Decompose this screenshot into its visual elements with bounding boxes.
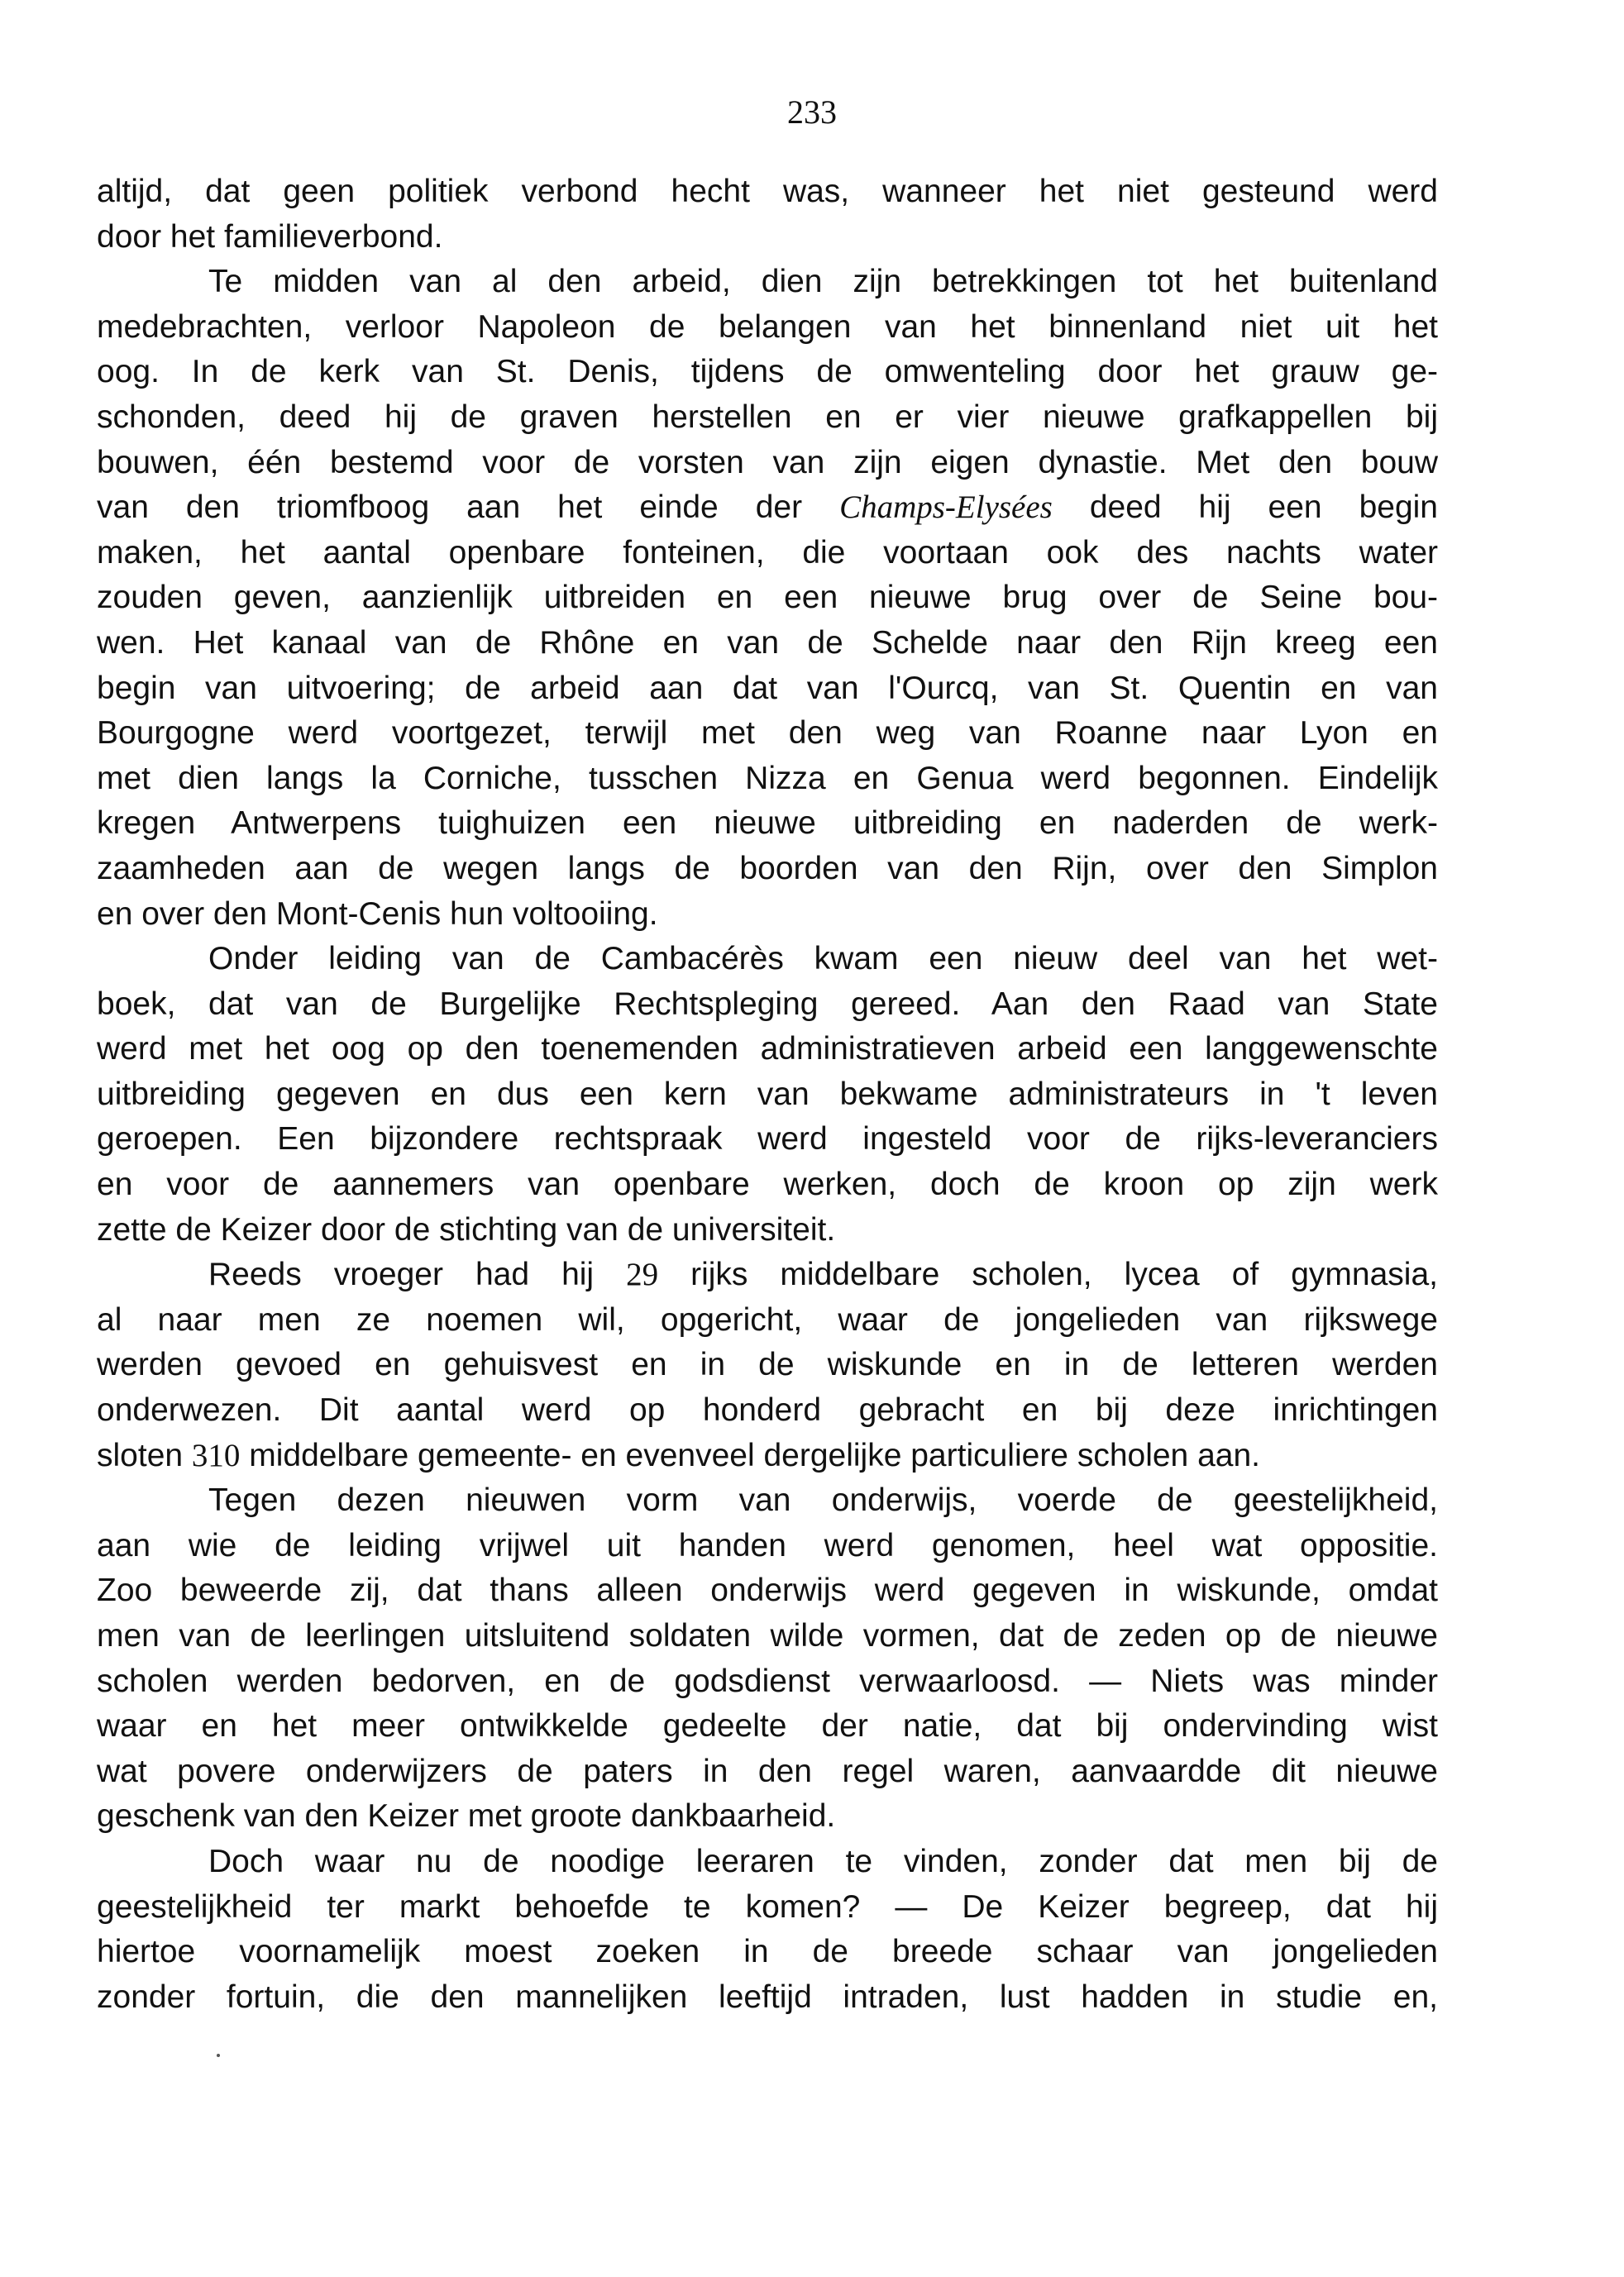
numeral: 310 (191, 1437, 241, 1473)
text-line: altijd, dat geen politiek verbond hecht was, wanneer het niet gesteund werd (97, 174, 1438, 209)
text-line: scholen werden bedorven, en de godsdienst verwaarloosd. — Niets was minder (97, 1663, 1438, 1699)
text-line: met dien langs la Corniche, tusschen Nizza en Genua werd begonnen. Eindelijk (97, 760, 1438, 796)
text-line: geschenk van den Keizer met groote dankbaarheid. (97, 1798, 836, 1835)
text-line: Te midden van al den arbeid, dien zijn betrekkingen tot het buitenland (208, 264, 1438, 300)
text-line: wat povere onderwijzers de paters in den regel waren, aanvaardde dit nieuwe (97, 1753, 1438, 1789)
text-line: al naar men ze noemen wil, opgericht, waar de jongelieden van rijkswege (97, 1301, 1438, 1338)
text-line: boek, dat van de Burgelijke Rechtspleging gereed. Aan den Raad van State (97, 986, 1438, 1022)
text-line: men van de leerlingen uitsluitend soldaten wilde vormen, dat de zeden op de nieuwe (97, 1618, 1438, 1654)
text-line (97, 485, 1438, 531)
text-line: uitbreiding gegeven en dus een kern van bekwame administrateurs in 't leven (97, 1076, 1438, 1112)
text-line: Bourgogne werd voortgezet, terwijl met den weg van Roanne naar Lyon en (97, 715, 1438, 752)
text-line: aan wie de leiding vrijwel uit handen werd genomen, heel wat oppositie. (97, 1527, 1438, 1563)
text-line: werd met het oog op den toenemenden administratieven arbeid een langgewenschte (97, 1031, 1438, 1067)
text-line: oog. In de kerk van St. Denis, tijdens de omwenteling door het grauw ge- (97, 354, 1438, 390)
text-line: Doch waar nu de noodige leeraren te vinden, zonder dat men bij de (208, 1843, 1438, 1879)
text-line: geestelijkheid ter markt behoefde te komen? — De Keizer begreep, dat hij (97, 1888, 1438, 1925)
text-line (97, 1253, 1438, 1298)
text-line (97, 1434, 1438, 1479)
text-segment: van den triomfboog aan het einde der (97, 489, 840, 526)
text-line: zonder fortuin, die den mannelijken leeftijd intraden, lust hadden in studie en, (97, 1979, 1438, 2015)
text-line: bouwen, één bestemd voor de vorsten van zijn eigen dynastie. Met den bouw (97, 444, 1438, 480)
text-line: zette de Keizer door de stichting van de universiteit. (97, 1211, 836, 1248)
text-line: en over den Mont-Cenis hun voltooiing. (97, 895, 658, 932)
text-line: medebrachten, verloor Napoleon de belangen van het binnenland niet uit het (97, 308, 1438, 345)
page-number: 233 (787, 93, 837, 131)
text-segment: deed hij een begin (1052, 489, 1438, 526)
text-line: Tegen dezen nieuwen vorm van onderwijs, voerde de geestelijkheid, (208, 1482, 1438, 1519)
ink-speck (217, 2054, 220, 2057)
numeral: 29 (626, 1257, 659, 1293)
italic-place-name: Champs-Elysées (839, 489, 1053, 526)
text-line: werden gevoed en gehuisvest en in de wiskunde en in de letteren werden (97, 1347, 1438, 1383)
text-line: geroepen. Een bijzondere rechtspraak werd ingesteld voor de rijks-leveranciers (97, 1121, 1438, 1158)
text-line: zaamheden aan de wegen langs de boorden van den Rijn, over den Simplon (97, 850, 1438, 886)
text-line: begin van uitvoering; de arbeid aan dat van l'Ourcq, van St. Quentin en van (97, 670, 1438, 706)
text-line: waar en het meer ontwikkelde gedeelte der natie, dat bij ondervinding wist (97, 1708, 1438, 1745)
text-line: en voor de aannemers van openbare werken, doch de kroon op zijn werk (97, 1167, 1438, 1203)
text-line: hiertoe voornamelijk moest zoeken in de breede schaar van jongelieden (97, 1934, 1438, 1970)
text-line: kregen Antwerpens tuighuizen een nieuwe uitbreiding en naderden de werk- (97, 805, 1438, 842)
text-line: onderwezen. Dit aantal werd op honderd gebracht en bij deze inrichtingen (97, 1392, 1438, 1429)
text-line: zouden geven, aanzienlijk uitbreiden en een nieuwe brug over de Seine bou- (97, 580, 1438, 616)
text-segment: sloten (97, 1437, 192, 1473)
text-line: schonden, deed hij de graven herstellen en er vier nieuwe grafkappellen bij (97, 399, 1438, 435)
body-text (97, 169, 1438, 2020)
text-segment: Reeds vroeger had hij (208, 1257, 627, 1293)
text-line: wen. Het kanaal van de Rhône en van de Schelde naar den Rijn kreeg een (97, 624, 1438, 661)
text-line: Zoo beweerde zij, dat thans alleen onderwijs werd gegeven in wiskunde, omdat (97, 1573, 1438, 1609)
text-line: Onder leiding van de Cambacérès kwam een nieuw deel van het wet- (208, 941, 1438, 977)
text-line: door het familieverbond. (97, 218, 443, 255)
text-segment: middelbare gemeente- en evenveel dergelijke particuliere scholen aan. (240, 1437, 1260, 1473)
text-segment: rijks middelbare scholen, lycea of gymnasia, (658, 1257, 1438, 1293)
text-line: maken, het aantal openbare fonteinen, die voortaan ook des nachts water (97, 534, 1438, 570)
